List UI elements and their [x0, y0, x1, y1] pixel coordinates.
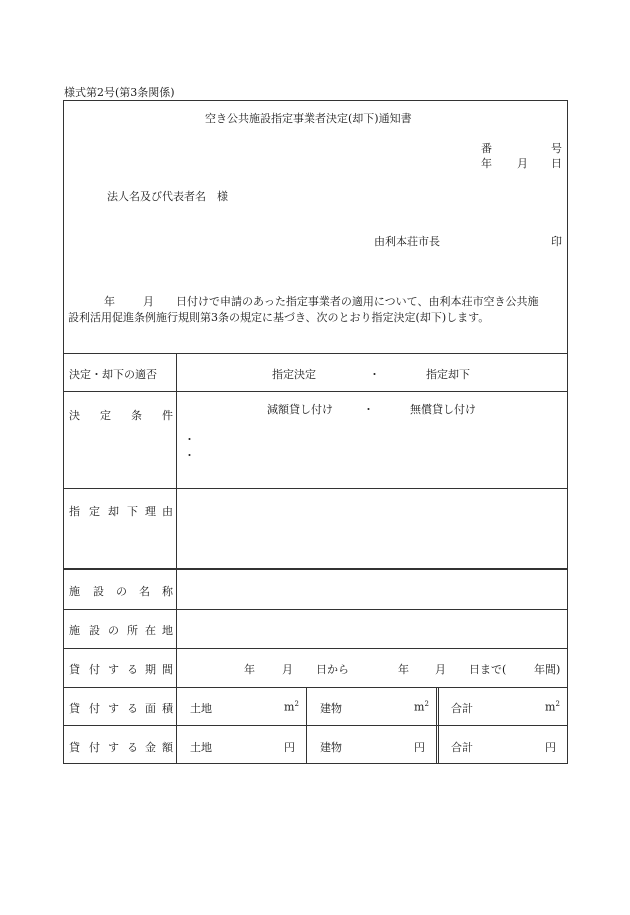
conditions-label-2: 定: [100, 409, 111, 422]
facility-location-label-4: 所: [127, 624, 138, 637]
facility-name-label-4: 名: [139, 585, 150, 598]
reason-label-4: 下: [127, 505, 138, 518]
facility-name-label-1: 施: [69, 585, 80, 598]
facility-name-label-2: 設: [93, 585, 104, 598]
period-start-month: 月: [282, 663, 293, 676]
facility-name-label-3: の: [116, 585, 127, 598]
decision-label: 決定・却下の適否: [69, 368, 157, 381]
body-line1: 日付けで申請のあった指定事業者の適用について、由利本荘市空き公共施: [176, 295, 539, 308]
amount-label-5: 金: [145, 741, 156, 754]
area-label-3: す: [108, 702, 119, 715]
decision-separator: ・: [369, 368, 380, 381]
conditions-option-free: 無償貸し付け: [410, 403, 476, 416]
row-divider: [63, 391, 568, 392]
reason-label-2: 定: [89, 505, 100, 518]
facility-name-label-5: 称: [162, 585, 173, 598]
reason-label-3: 却: [108, 505, 119, 518]
period-end-day: 日まで(: [469, 663, 507, 676]
period-label-1: 貸: [69, 663, 80, 676]
conditions-bullet: ・: [184, 433, 195, 446]
facility-location-label-3: の: [108, 624, 119, 637]
amount-building-label: 建物: [320, 741, 342, 754]
facility-location-label-6: 地: [162, 624, 173, 637]
period-label-5: 期: [145, 663, 156, 676]
amount-building-unit: 円: [414, 741, 425, 754]
reason-label-6: 由: [162, 505, 173, 518]
period-start-year: 年: [244, 663, 255, 676]
area-total-label: 合計: [451, 702, 473, 715]
reason-label-5: 理: [145, 505, 156, 518]
conditions-option-reduced: 減額貸し付け: [267, 403, 333, 416]
unit-text: m: [414, 700, 425, 714]
decision-option-reject: 指定却下: [426, 368, 470, 381]
date-day: 日: [551, 157, 562, 170]
body-line2: 設利活用促進条例施行規則第3条の規定に基づき、次のとおり指定決定(却下)します。: [68, 311, 490, 324]
row-divider: [63, 568, 568, 570]
area-label-2: 付: [89, 702, 100, 715]
amount-total-unit: 円: [545, 741, 556, 754]
area-building-unit: [414, 700, 429, 714]
period-end-year: 年: [398, 663, 409, 676]
unit-text: m: [284, 700, 295, 714]
area-label-6: 積: [162, 702, 173, 715]
area-label-5: 面: [145, 702, 156, 715]
area-total-unit: [545, 700, 560, 714]
row-divider: [63, 488, 568, 489]
addressee: 法人名及び代表者名 様: [107, 190, 228, 203]
area-label-1: 貸: [69, 702, 80, 715]
decision-option-approve: 指定決定: [272, 368, 316, 381]
seal-mark: 印: [551, 235, 562, 248]
facility-location-label-2: 設: [89, 624, 100, 637]
period-end-month: 月: [435, 663, 446, 676]
amount-label-1: 貸: [69, 741, 80, 754]
row-divider: [63, 725, 568, 726]
period-start-day: 日から: [316, 663, 349, 676]
date-year: 年: [481, 157, 492, 170]
issuer-name: 由利本荘市長: [374, 235, 440, 248]
row-divider: [63, 609, 568, 610]
area-column-divider: [438, 687, 439, 764]
area-land-label: 土地: [190, 702, 212, 715]
form-number: 様式第2号(第3条関係): [64, 86, 175, 99]
date-month: 月: [517, 157, 528, 170]
row-divider: [63, 648, 568, 649]
area-column-divider: [306, 687, 307, 764]
body-month: 月: [143, 295, 154, 308]
unit-superscript: 2: [555, 700, 560, 708]
facility-location-label-5: 在: [145, 624, 156, 637]
unit-text: m: [545, 700, 556, 714]
amount-land-label: 土地: [190, 741, 212, 754]
amount-total-label: 合計: [451, 741, 473, 754]
conditions-separator: ・: [363, 403, 374, 416]
area-label-4: る: [127, 702, 138, 715]
period-label-6: 間: [162, 663, 173, 676]
period-label-4: る: [127, 663, 138, 676]
amount-label-3: す: [108, 741, 119, 754]
amount-label-2: 付: [89, 741, 100, 754]
amount-label-4: る: [127, 741, 138, 754]
conditions-label-1: 決: [69, 409, 80, 422]
number-suffix: 号: [551, 142, 562, 155]
period-years: 年間): [534, 663, 561, 676]
unit-superscript: 2: [294, 700, 299, 708]
conditions-bullet: ・: [184, 449, 195, 462]
area-land-unit: [284, 700, 299, 714]
row-divider: [63, 353, 568, 354]
label-column-divider: [176, 353, 177, 764]
facility-location-label-1: 施: [69, 624, 80, 637]
area-building-label: 建物: [320, 702, 342, 715]
body-year: 年: [104, 295, 115, 308]
number-label: 番: [481, 142, 492, 155]
unit-superscript: 2: [424, 700, 429, 708]
period-label-3: す: [108, 663, 119, 676]
period-label-2: 付: [89, 663, 100, 676]
amount-land-unit: 円: [284, 741, 295, 754]
reason-label-1: 指: [69, 505, 80, 518]
amount-label-6: 額: [162, 741, 173, 754]
row-divider: [63, 687, 568, 688]
area-column-divider: [436, 687, 437, 764]
document-title: 空き公共施設指定事業者決定(却下)通知書: [205, 112, 412, 125]
conditions-label-4: 件: [162, 409, 173, 422]
conditions-label-3: 条: [131, 409, 142, 422]
